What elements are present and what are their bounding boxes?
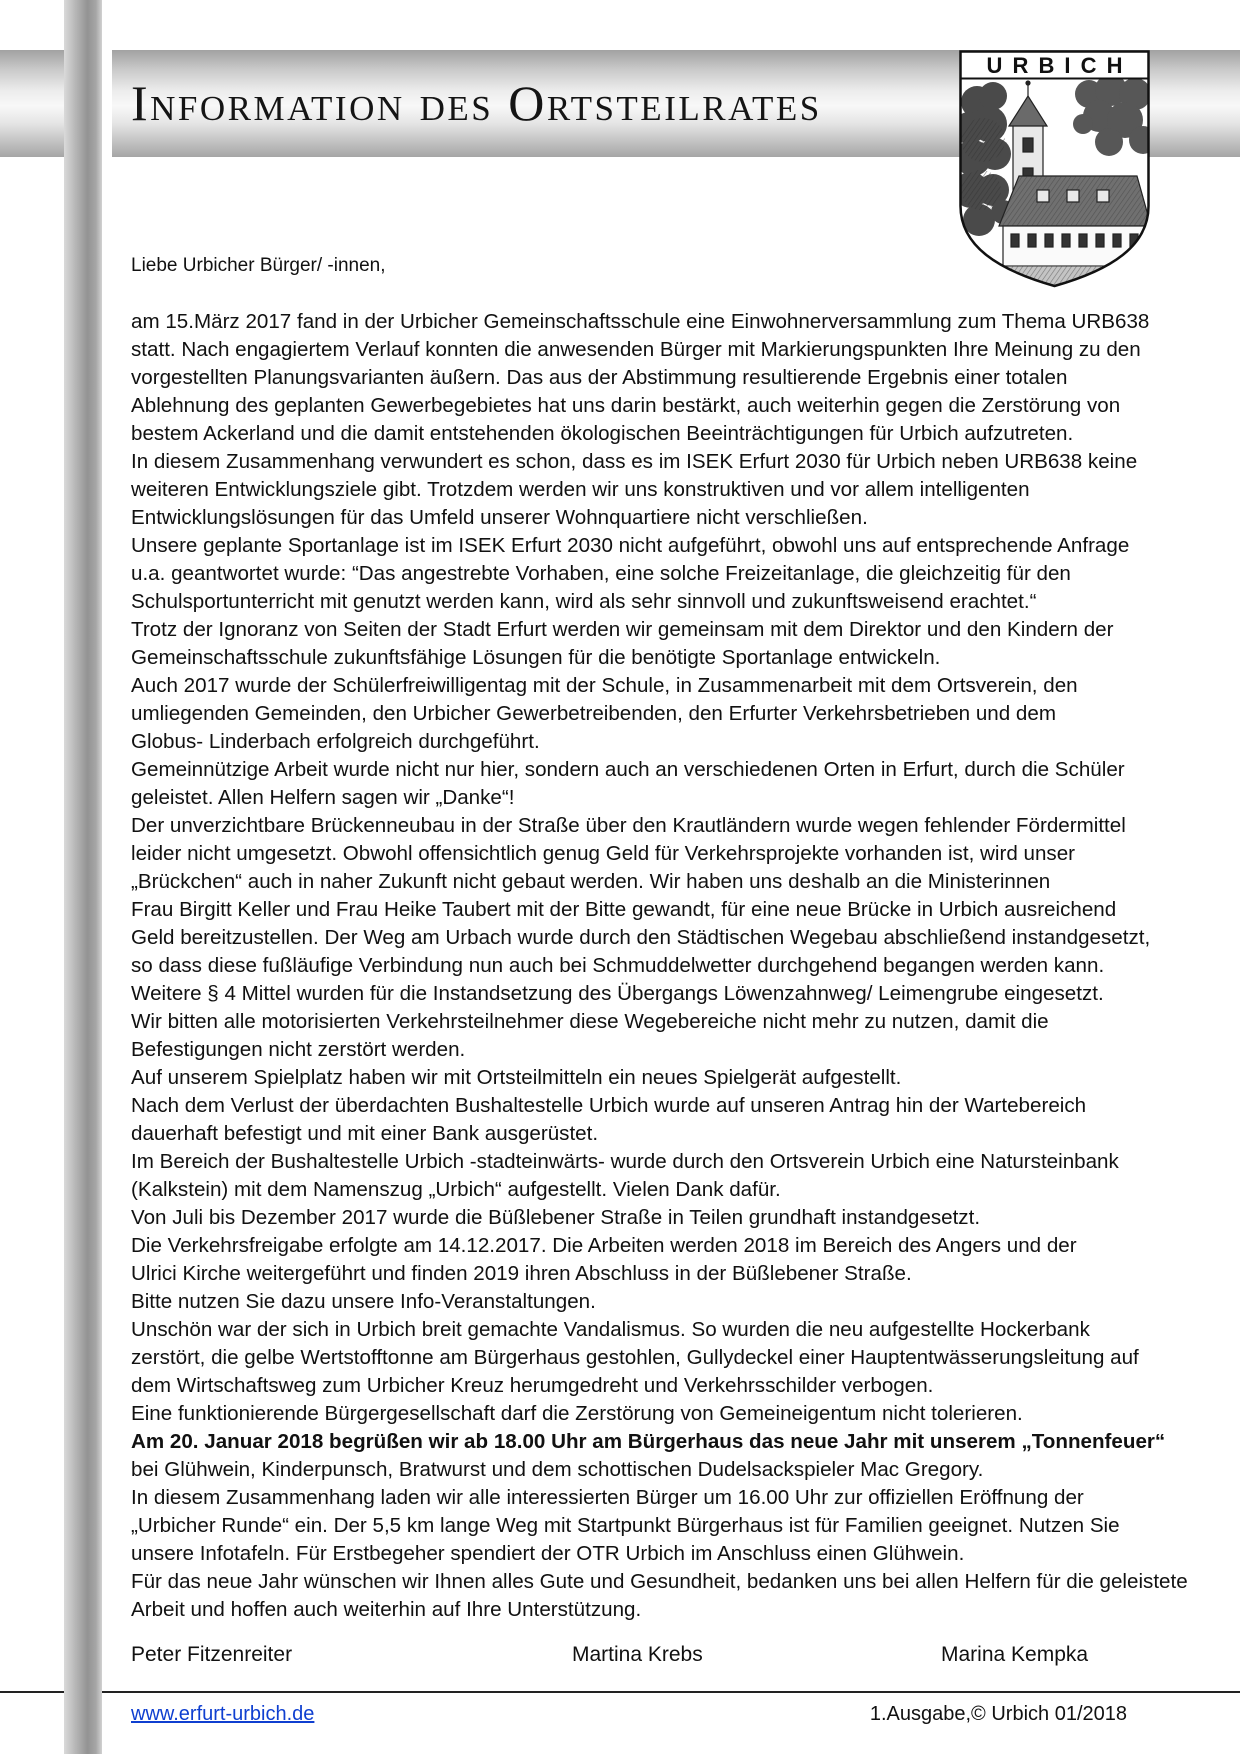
letter-line: [131, 448, 1221, 476]
letter-line-text: „Brückchen“ auch in naher Zukunft nicht gebaut werden. Wir haben uns deshalb an die Ministerinnen: [131, 870, 1051, 893]
ground: [959, 266, 1150, 288]
letter-line: [131, 1372, 1221, 1400]
letter-line-text: Gemeinnützige Arbeit wurde nicht nur hier, sondern auch an verschiedenen Orten in Erfurt, durch die Schüler: [131, 758, 1125, 781]
letter-line-text: bei Glühwein, Kinderpunsch, Bratwurst und dem schottischen Dudelsackspieler Mac Gregory.: [131, 1458, 984, 1481]
letter-line-text: Eine funktionierende Bürgergesellschaft darf die Zerstörung von Gemeineigentum nicht tolerieren.: [131, 1402, 1023, 1425]
letter-line-text: Trotz der Ignoranz von Seiten der Stadt Erfurt werden wir gemeinsam mit dem Direktor und den Kindern der: [131, 618, 1114, 641]
letter-line: [131, 1092, 1221, 1120]
letter-line-text: Ablehnung des geplanten Gewerbegebietes hat uns darin bestärkt, auch weiterhin gegen die Zerstörung von: [131, 394, 1121, 417]
letter-line: [131, 560, 1221, 588]
letter-line-text: In diesem Zusammenhang laden wir alle interessierten Bürger um 16.00 Uhr zur offiziellen Eröffnung der: [131, 1486, 1084, 1509]
letter-line-text: Entwicklungslösungen für das Umfeld unserer Wohnquartiere nicht verschließen.: [131, 506, 868, 529]
letter-line: [131, 812, 1221, 840]
letter-line: [131, 672, 1221, 700]
letter-line: [131, 392, 1221, 420]
letter-line-text: weiteren Entwicklungsziele gibt. Trotzdem werden wir uns konstruktiven und vor allem intelligenten: [131, 478, 1030, 501]
letter-line-text: Befestigungen nicht zerstört werden.: [131, 1038, 466, 1061]
letter-line-text: Am 20. Januar 2018 begrüßen wir ab 18.00 Uhr am Bürgerhaus das neue Jahr mit unserem „Tonnenfeuer“: [131, 1430, 1166, 1453]
letter-line-text: (Kalkstein) mit dem Namenszug „Urbich“ aufgestellt. Vielen Dank dafür.: [131, 1178, 781, 1201]
letter-line: [131, 364, 1221, 392]
letter-line: [131, 1596, 1221, 1624]
letter-line-text: Auf unserem Spielplatz haben wir mit Ortsteilmitteln ein neues Spielgerät aufgestellt.: [131, 1066, 902, 1089]
letter-line-text: vorgestellten Planungsvarianten äußern. Das aus der Abstimmung resultierende Ergebnis einer totalen: [131, 366, 1068, 389]
letter-line-text: zerstört, die gelbe Wertstofftonne am Bürgerhaus gestohlen, Gullydeckel einer Hauptentwässerungsleitung auf: [131, 1346, 1139, 1369]
letter-line-emphasis: [131, 1428, 1221, 1456]
letter-line-text: Globus- Linderbach erfolgreich durchgeführt.: [131, 730, 540, 753]
letter-line-text: leider nicht umgesetzt. Obwohl offensichtlich genug Geld für Verkehrsprojekte vorhanden ist, wird unser: [131, 842, 1076, 865]
letter-line: [131, 952, 1221, 980]
letter-line-text: am 15.März 2017 fand in der Urbicher Gemeinschaftsschule eine Einwohnerversammlung zum Thema URB638: [131, 310, 1150, 333]
letter-line: [131, 616, 1221, 644]
letter-line-text: Unsere geplante Sportanlage ist im ISEK Erfurt 2030 nicht aufgeführt, obwohl uns auf entsprechende Anfrage: [131, 534, 1130, 557]
letter-line: [131, 1120, 1221, 1148]
letter-line-text: bestem Ackerland und die damit entstehenden ökologischen Beeinträchtigungen für Urbich aufzutreten.: [131, 422, 1074, 445]
page-title: Information des Ortsteilrates: [131, 75, 822, 131]
letter-line: [131, 1316, 1221, 1344]
footer-edition: 1.Ausgabe,© Urbich 01/2018: [869, 1703, 1127, 1725]
letter-line-text: umliegenden Gemeinden, den Urbicher Gewerbetreibenden, den Erfurter Verkehrsbetrieben und dem: [131, 702, 1056, 725]
letter-line-text: Bitte nutzen Sie dazu unsere Info-Veranstaltungen.: [131, 1290, 596, 1313]
letter-line: [131, 1176, 1221, 1204]
letter-line: [131, 1540, 1221, 1568]
letter-line-text: Nach dem Verlust der überdachten Bushaltestelle Urbich wurde auf unseren Antrag hin der Wartebereich: [131, 1094, 1087, 1117]
header-band-left: [0, 50, 64, 157]
letter-line-text: Der unverzichtbare Brückenneubau in der Straße über den Krautländern wurde wegen fehlender Fördermittel: [131, 814, 1126, 837]
letter-line: [131, 644, 1221, 672]
letter-line-text: Im Bereich der Bushaltestelle Urbich -stadteinwärts- wurde durch den Ortsverein Urbich eine Natursteinbank: [131, 1150, 1119, 1173]
letter-line-text: Unschön war der sich in Urbich breit gemachte Vandalismus. So wurden die neu aufgestellte Hockerbank: [131, 1318, 1090, 1341]
letter-line: [131, 336, 1221, 364]
signature-name: Marina Kempka: [941, 1643, 1089, 1666]
letter-line: [131, 1512, 1221, 1540]
letter-body: [131, 308, 1221, 1624]
letter-line-text: dem Wirtschaftsweg zum Urbicher Kreuz herumgedreht und Verkehrsschilder verbogen.: [131, 1374, 934, 1397]
letter-line-text: unsere Infotafeln. Für Erstbegeher spendiert der OTR Urbich im Anschluss einen Glühwein.: [131, 1542, 965, 1565]
letter-line-text: Die Verkehrsfreigabe erfolgte am 14.12.2017. Die Arbeiten werden 2018 im Bereich des Angers und der: [131, 1234, 1077, 1257]
letter-line-text: statt. Nach engagiertem Verlauf konnten die anwesenden Bürger mit Markierungspunkten Ihre Meinung zu den: [131, 338, 1141, 361]
letter-line: [131, 1484, 1221, 1512]
letter-line-text: Arbeit und hoffen auch weiterhin auf Ihre Unterstützung.: [131, 1598, 642, 1621]
letter-line: [131, 1008, 1221, 1036]
letter-line: [131, 588, 1221, 616]
letter-line: [131, 1568, 1221, 1596]
letter-line: [131, 868, 1221, 896]
letter-line-text: Auch 2017 wurde der Schülerfreiwilligentag mit der Schule, in Zusammenarbeit mit dem Ortsverein, den: [131, 674, 1078, 697]
letter-line: [131, 1204, 1221, 1232]
letter-line: [131, 1344, 1221, 1372]
letter-line-text: Wir bitten alle motorisierten Verkehrsteilnehmer diese Wegebereiche nicht mehr zu nutzen, damit die: [131, 1010, 1049, 1033]
letter-line-text: u.a. geantwortet wurde: “Das angestrebte Vorhaben, eine solche Freizeitanlage, die gleichzeitig für den: [131, 562, 1071, 585]
letter-line: [131, 1148, 1221, 1176]
letter-line: [131, 504, 1221, 532]
letter-line-text: „Urbicher Runde“ ein. Der 5,5 km lange Weg mit Startpunkt Bürgerhaus ist für Familien geeignet. Nutzen Sie: [131, 1514, 1120, 1537]
letter-line-text: Geld bereitzustellen. Der Weg am Urbach wurde durch den Städtischen Wegebau abschließend instandgesetzt,: [131, 926, 1151, 949]
building-facade: [1003, 226, 1150, 266]
letter-line: [131, 980, 1221, 1008]
letter-line-text: Gemeinschaftsschule zukunftsfähige Lösungen für die benötigte Sportanlage entwickeln.: [131, 646, 941, 669]
letter-line: [131, 532, 1221, 560]
footer-website-link[interactable]: www.erfurt-urbich.de: [131, 1703, 315, 1725]
letter-line: [131, 728, 1221, 756]
letter-line-text: dauerhaft befestigt und mit einer Bank ausgerüstet.: [131, 1122, 599, 1145]
side-bar: [64, 0, 102, 1754]
footer-divider: [0, 1691, 1240, 1693]
letter-line: [131, 1456, 1221, 1484]
coat-of-arms: [959, 50, 1150, 288]
letter-line: [131, 476, 1221, 504]
letter-line: [131, 308, 1221, 336]
coat-of-arms-label: URBICH: [986, 53, 1123, 78]
signature-name: Peter Fitzenreiter: [131, 1643, 293, 1666]
letter-line-text: In diesem Zusammenhang verwundert es schon, dass es im ISEK Erfurt 2030 für Urbich neben URB638 keine: [131, 450, 1138, 473]
letter-line: [131, 784, 1221, 812]
letter-line: [131, 700, 1221, 728]
letter-line-text: Ulrici Kirche weitergeführt und finden 2019 ihren Abschluss in der Büßlebener Straße.: [131, 1262, 912, 1285]
letter-line: [131, 840, 1221, 868]
letter-line: [131, 1036, 1221, 1064]
letter-line-text: Für das neue Jahr wünschen wir Ihnen alles Gute und Gesundheit, bedanken uns bei allen Helfern für die geleistete: [131, 1570, 1188, 1593]
letter-line: [131, 924, 1221, 952]
letter-line-text: Frau Birgitt Keller und Frau Heike Taubert mit der Bitte gewandt, für eine neue Brücke in Urbich ausreichend: [131, 898, 1117, 921]
letter-line: [131, 1260, 1221, 1288]
letter-line: [131, 1288, 1221, 1316]
greeting: Liebe Urbicher Bürger/ -innen,: [131, 255, 386, 276]
letter-line: [131, 1232, 1221, 1260]
letter-line-text: Schulsportunterricht mit genutzt werden kann, wird als sehr sinnvoll und zukunftsweisend erachtet.“: [131, 590, 1037, 613]
letter-line: [131, 756, 1221, 784]
letter-line-text: geleistet. Allen Helfern sagen wir „Danke“!: [131, 786, 515, 809]
letter-line: [131, 420, 1221, 448]
letter-line: [131, 896, 1221, 924]
letter-line: [131, 1400, 1221, 1428]
letter-line: [131, 1064, 1221, 1092]
letter-line-text: so dass diese fußläufige Verbindung nun auch bei Schmuddelwetter durchgehend begangen werden kann.: [131, 954, 1105, 977]
letter-line-text: Von Juli bis Dezember 2017 wurde die Büßlebener Straße in Teilen grundhaft instandgesetzt.: [131, 1206, 981, 1229]
letter-line-text: Weitere § 4 Mittel wurden für die Instandsetzung des Übergangs Löwenzahnweg/ Leimengrube eingesetzt.: [131, 982, 1104, 1005]
signature-name: Martina Krebs: [572, 1643, 703, 1666]
